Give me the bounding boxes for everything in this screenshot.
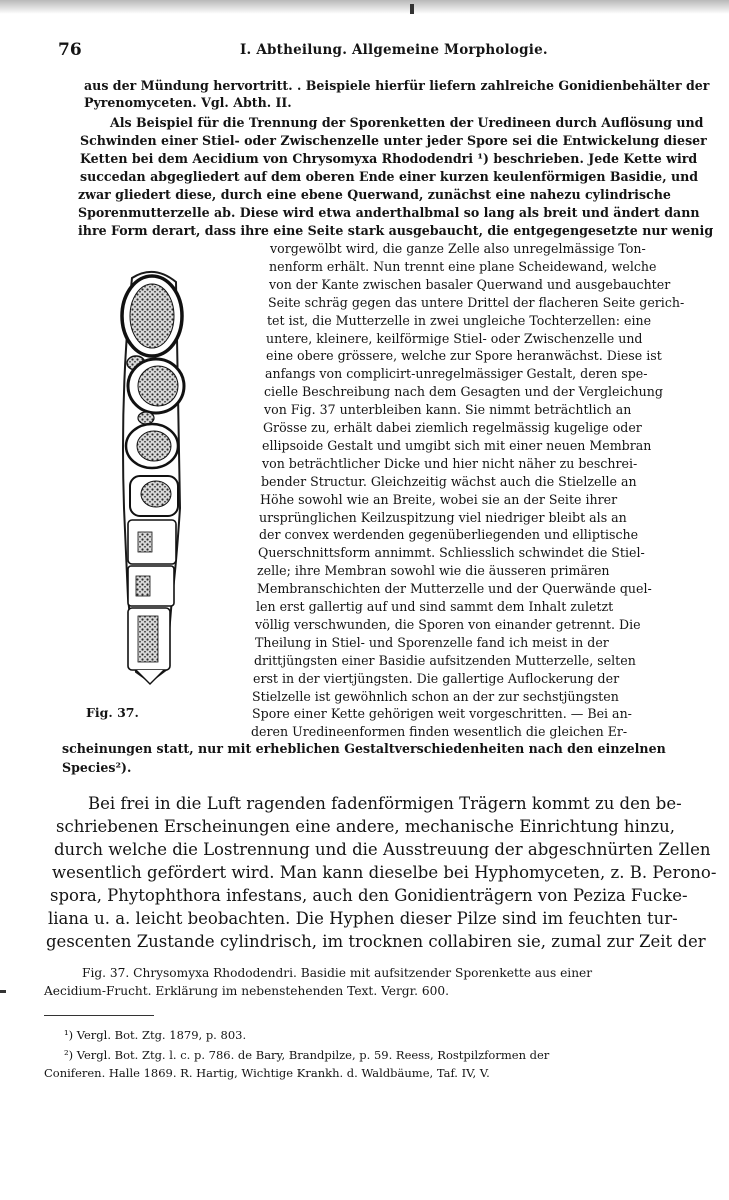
text-line: nenform erhält. Nun trennt eine plane Scheidewand, welche [269,258,657,274]
caption-line: Fig. 37. Chrysomyxa Rhododendri. Basidie mit aufsitzender Sporenkette aus einer [82,966,593,980]
text-line: Querschnittsform annimmt. Schliesslich schwindet die Stiel- [258,545,645,561]
text-line: Stielzelle ist gewöhnlich schon an der zur sechstjüngsten [252,688,619,704]
text-line: ellipsoide Gestalt und umgibt sich mit einer neuen Membran [262,437,652,453]
text-line: Ketten bei dem Aecidium von Chrysomyxa Rhododendri ¹) beschrieben. Jede Kette wird [80,151,698,166]
text-line: zelle; ihre Membran sowohl wie die äusseren primären [257,563,610,579]
running-title: I. Abtheilung. Allgemeine Morphologie. [240,42,548,58]
text-line: zwar gliedert diese, durch eine ebene Querwand, zunächst eine nahezu cylindrische [78,187,671,202]
text-line: succedan abgegliedert auf dem oberen Ende einer kurzen keulenförmigen Basidie, und [80,169,699,184]
text-line: Bei frei in die Luft ragenden fadenförmigen Trägern kommt zu den be- [88,794,682,813]
footnote-rule [44,1015,154,1016]
text-line: von beträchtlicher Dicke und hier nicht näher zu beschrei- [262,455,638,471]
text-line: Spore einer Kette gehörigen weit vorgeschritten. — Bei an- [252,706,632,722]
text-line: ursprünglichen Keilzuspitzung viel niedriger bleibt als an [259,509,627,525]
text-line: untere, kleinere, keilförmige Stiel- oder Zwischenzelle und [266,330,643,346]
text-line: Als Beispiel für die Trennung der Sporenketten der Uredineen durch Auflösung und [110,115,704,130]
text-line: schriebenen Erscheinungen eine andere, mechanische Einrichtung hinzu, [56,817,675,836]
text-line: scheinungen statt, nur mit erheblichen Gestaltverschiedenheiten nach den einzelnen [62,741,666,756]
text-line: Membranschichten der Mutterzelle und der Querwände quel- [257,581,652,597]
scan-speck [410,4,414,14]
text-line: der convex werdenden gegenüberliegenden und elliptische [259,527,639,543]
text-line: eine obere grössere, welche zur Spore heranwächst. Diese ist [266,348,662,364]
footnote-1: ¹) Vergl. Bot. Ztg. 1879, p. 803. [64,1028,247,1042]
scan-shadow [0,0,729,14]
text-line: Grösse zu, erhält dabei ziemlich regelmässig kugelige oder [263,420,642,435]
text-line: tet ist, die Mutterzelle in zwei ungleiche Tochterzellen: eine [267,312,652,328]
text-line: spora, Phytophthora infestans, auch den Gonidienträgern von Peziza Fucke- [50,886,688,905]
text-line: wesentlich gefördert wird. Man kann dieselbe bei Hyphomyceten, z. B. Perono- [52,863,717,882]
mother-cell-2 [128,566,174,606]
text-line: gescenten Zustande cylindrisch, im trocknen collabiren sie, zumal zur Zeit der [46,932,706,951]
text-line: erst in der viertjüngsten. Die gallertige Auflockerung der [253,670,620,686]
text-line: deren Uredineenformen finden wesentlich die gleichen Er- [251,724,628,740]
figure-37-spore-chain [106,268,190,698]
text-line: durch welche die Lostrennung und die Ausstreuung der abgeschnürten Zellen [54,840,711,859]
text-line: Schwinden einer Stiel- oder Zwischenzelle unter jeder Spore sei die Entwickelung dieser [80,133,707,148]
running-header [58,40,708,62]
text-line: Pyrenomyceten. Vgl. Abth. II. [84,95,292,110]
text-line: Species²). [62,760,132,775]
text-line: von der Kante zwischen basaler Querwand und ausgebauchter [269,276,671,292]
caption-line: Aecidium-Frucht. Erklärung im nebenstehenden Text. Vergr. 600. [44,984,449,998]
text-line: Theilung in Stiel- und Sporenzelle fand ich meist in der [255,634,609,650]
text-line: aus der Mündung hervortritt. . Beispiele hierfür liefern zahlreiche Gonidienbehälter der [84,78,710,93]
text-line: ihre Form derart, dass ihre eine Seite stark ausgebaucht, die entgegengesetzte nur wenig [78,223,714,238]
figure-label: Fig. 37. [86,705,139,720]
page-number: 76 [58,40,82,60]
text-line: Höhe sowohl wie an Breite, wobei sie an der Seite ihrer [260,491,618,507]
footnote-2-cont: Coniferen. Halle 1869. R. Hartig, Wichtige Krankh. d. Waldbäume, Taf. IV, V. [44,1066,490,1080]
text-line: vorgewölbt wird, die ganze Zelle also unregelmässige Ton- [270,241,646,256]
text-line: von Fig. 37 unterbleiben kann. Sie nimmt beträchtlich an [264,402,632,418]
text-line: Seite schräg gegen das untere Drittel der flacheren Seite gerich- [268,294,685,310]
text-line: drittjüngsten einer Basidie aufsitzenden Mutterzelle, selten [254,652,636,668]
scan-speck [0,990,6,993]
text-line: len erst gallertig auf und sind sammt dem Inhalt zuletzt [256,599,614,614]
text-line: Sporenmutterzelle ab. Diese wird etwa anderthalbmal so lang als breit und ändert dann [78,205,700,220]
text-line: liana u. a. leicht beobachten. Die Hyphen dieser Pilze sind im feuchten tur- [48,909,678,928]
text-line: völlig verschwunden, die Sporen von einander getrennt. Die [255,616,641,632]
footnote-2: ²) Vergl. Bot. Ztg. l. c. p. 786. de Bary, Brandpilze, p. 59. Reess, Rostpilzformen der [64,1048,550,1062]
text-line: cielle Beschreibung nach dem Gesagten und der Vergleichung [264,384,663,400]
text-line: anfangs von complicirt-unregelmässiger Gestalt, deren spe- [265,366,648,382]
text-line: bender Structur. Gleichzeitig wächst auch die Stielzelle an [261,473,637,489]
